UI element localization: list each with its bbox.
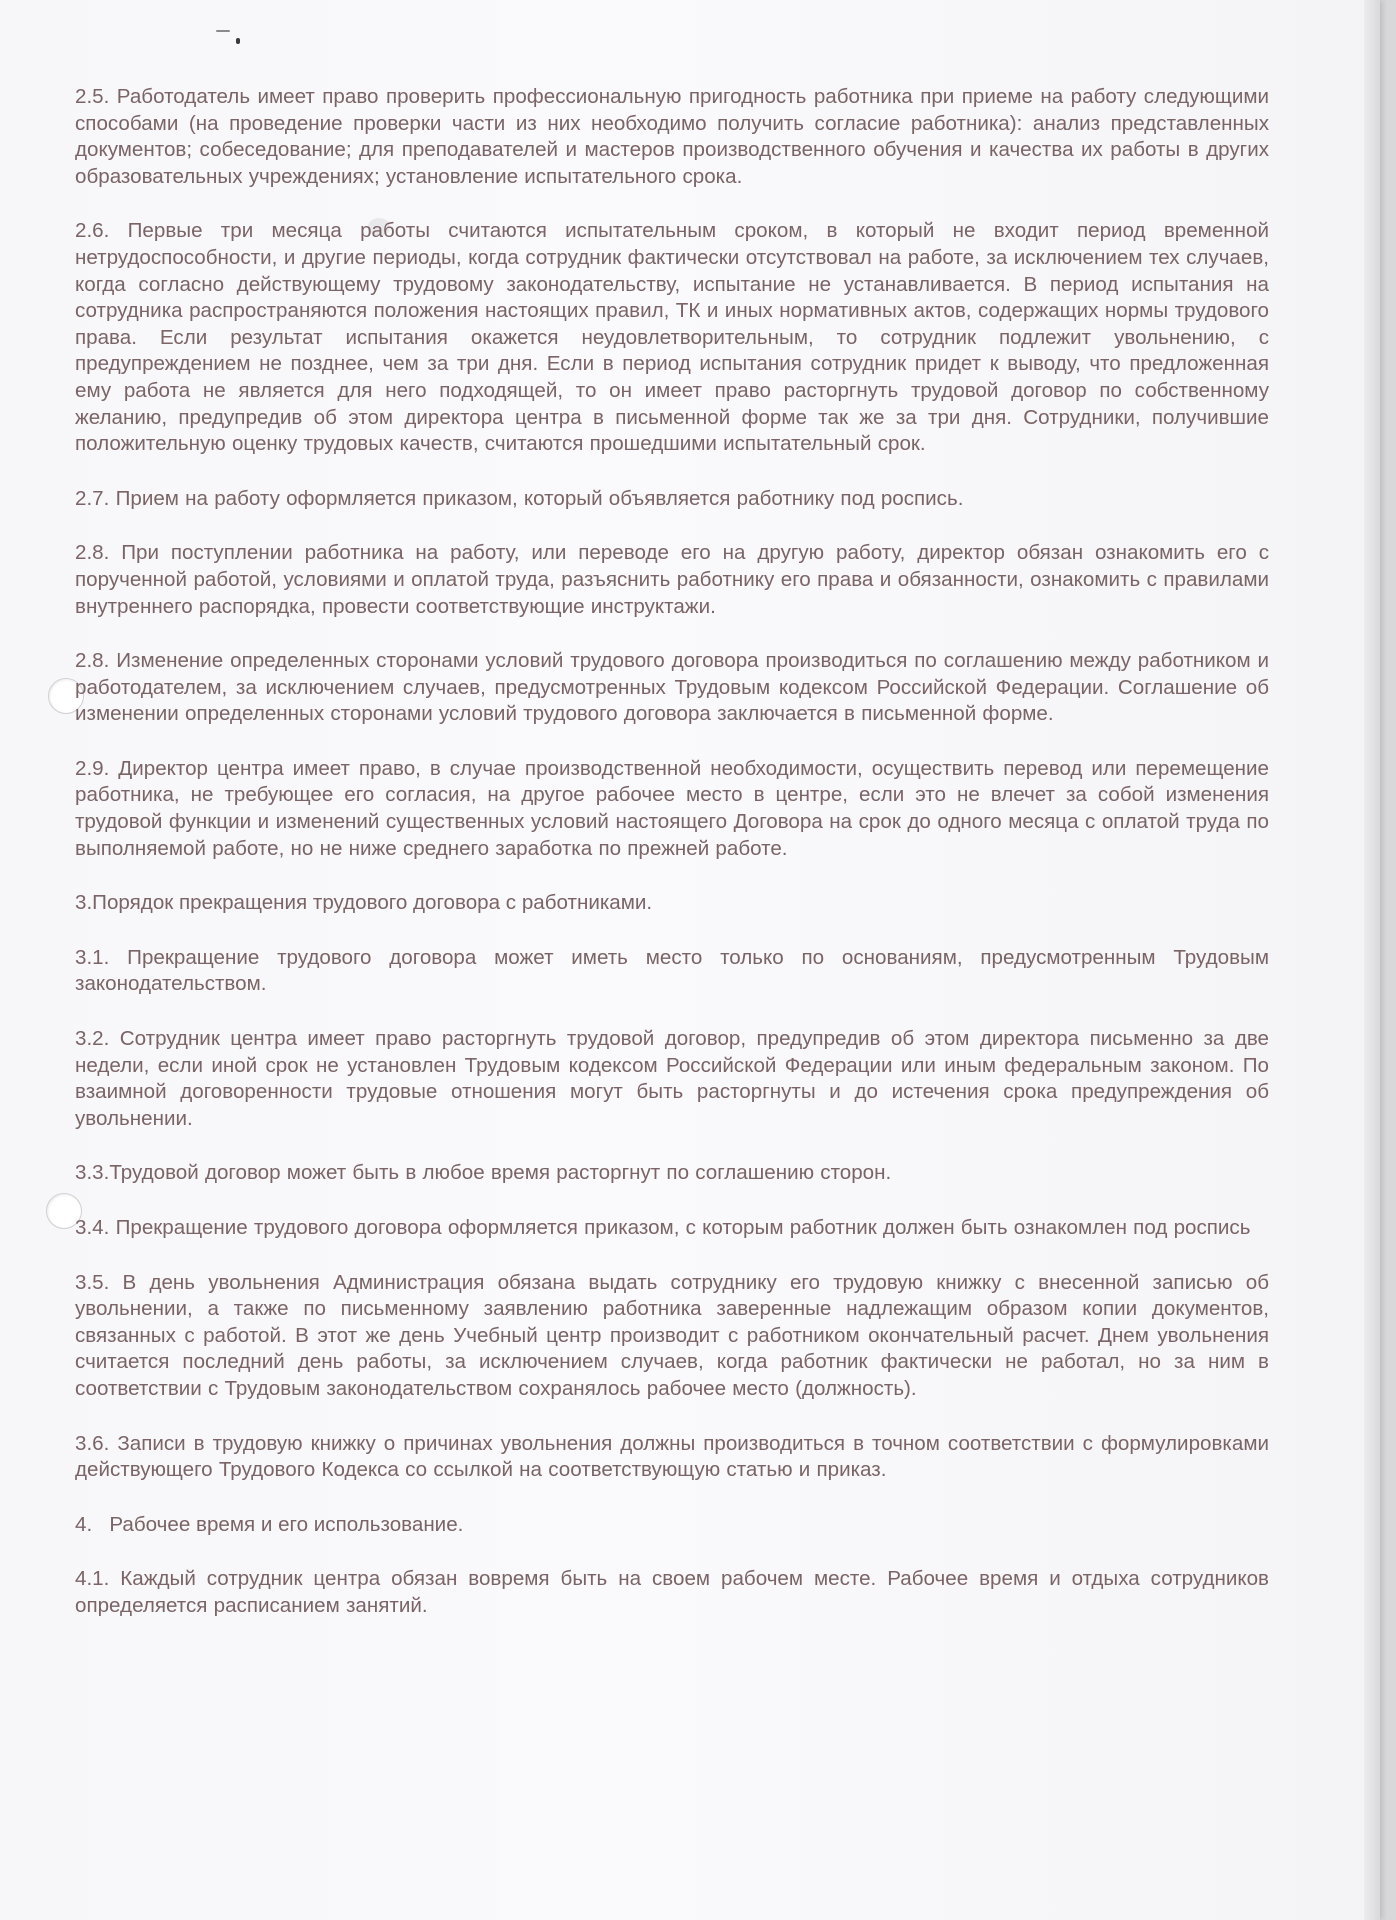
paragraph-2-5: 2.5. Работодатель имеет право проверить профессиональную пригодность работника при приеме на работу следующими способами (на проведение проверки части из них необходимо получить согласие работника): анализ представленных документов; собеседование; для преподавателей и мастеров производственного обучения и качества их работы в других образовательных учреждениях; установление испытательного срока.	[75, 85, 1269, 188]
paragraph-4-1: 4.1. Каждый сотрудник центра обязан вовремя быть на своем рабочем месте. Рабочее время и отдыха сотрудников определяется расписанием занятий.	[75, 1567, 1269, 1617]
scan-speck	[216, 30, 230, 32]
paragraph-2-7: 2.7. Прием на работу оформляется приказом, который объявляется работнику под роспись.	[75, 486, 964, 510]
paragraph-3-6: 3.6. Записи в трудовую книжку о причинах увольнения должны производиться в точном соответствии с формулировками действующего Трудового Кодекса со ссылкой на соответствующую статью и приказ.	[75, 1431, 1269, 1482]
section-3-heading: 3.Порядок прекращения трудового договора с работниками.	[75, 891, 653, 915]
paragraph-2-8-a: 2.8. При поступлении работника на работу, или переводе его на другую работу, директор обязан ознакомить его с порученной работой, условиями и оплатой труда, разъяснить работнику его права и обязанности, ознакомить с правилами внутреннего распорядка, провести соответствующие инструктажи.	[75, 541, 1269, 618]
paragraph-2-9: 2.9. Директор центра имеет право, в случае производственной необходимости, осуществить перевод или перемещение работника, не требующее его согласия, на другое рабочее место в центре, если это не влечет за собой изменения трудовой функции и изменений существенных условий настоящего Договора на срок до одного месяца с оплатой труда по выполняемой работе, но не ниже среднего заработка по прежней работе.	[75, 756, 1269, 860]
paragraph-3-4: 3.4. Прекращение трудового договора оформляется приказом, с которым работник должен быть ознакомлен под роспись	[75, 1216, 1251, 1239]
document-body	[75, 84, 1269, 1648]
paragraph-2-6: 2.6. Первые три месяца работы считаются испытательным сроком, в который не входит период временной нетрудоспособности, и другие периоды, когда сотрудник фактически отсутствовал на работе, за исключением тех случаев, когда согласно действующему трудовому законодательству, испытание не устанавливается. В период испытания на сотрудника распространяются положения настоящих правил, ТК и иных нормативных актов, содержащих нормы трудового права. Если результат испытания окажется неудовлетворительным, то сотрудник подлежит увольнению, с предупреждением не позднее, чем за три дня. Если в период испытания сотрудник придет к выводу, что предложенная ему работа не является для него подходящей, то он имеет право расторгнуть трудовой договор по собственному желанию, предупредив об этом директора центра в письменной форме так же за три дня. Сотрудники, получившие положительную оценку трудовых качеств, считаются прошедшими испытательный срок.	[75, 219, 1269, 456]
paragraph-2-8-b: 2.8. Изменение определенных сторонами условий трудового договора производиться по соглашению между работником и работодателем, за исключением случаев, предусмотренных Трудовым кодексом Российской Федерации. Соглашение об изменении определенных сторонами условий трудового договора заключается в письменной форме.	[75, 649, 1269, 726]
page-edge-shadow	[1364, 0, 1380, 1920]
scan-speck	[236, 38, 240, 44]
paragraph-3-2: 3.2. Сотрудник центра имеет право расторгнуть трудовой договор, предупредив об этом директора письменно за две недели, если иной срок не установлен Трудовым кодексом Российской Федерации или иным федеральным законом. По взаимной договоренности трудовые отношения могут быть расторгнуты и до истечения срока предупреждения об увольнении.	[75, 1027, 1269, 1130]
paragraph-3-5: 3.5. В день увольнения Администрация обязана выдать сотруднику его трудовую книжку с внесенной записью об увольнении, а также по письменному заявлению работника заверенные надлежащим образом копии документов, связанных с работой. В этот же день Учебный центр производит с работником окончательный расчет. Днем увольнения считается последний день работы, за исключением случаев, когда работник фактически не работал, но за ним в соответствии с Трудовым законодательством сохранялось рабочее место (должность).	[75, 1270, 1269, 1400]
section-4-heading: 4. Рабочее время и его использование.	[75, 1512, 464, 1536]
paragraph-3-3: 3.3.Трудовой договор может быть в любое время расторгнут по соглашению сторон.	[75, 1161, 892, 1185]
paragraph-3-1: 3.1. Прекращение трудового договора может иметь место только по основаниям, предусмотренным Трудовым законодательством.	[75, 945, 1269, 996]
